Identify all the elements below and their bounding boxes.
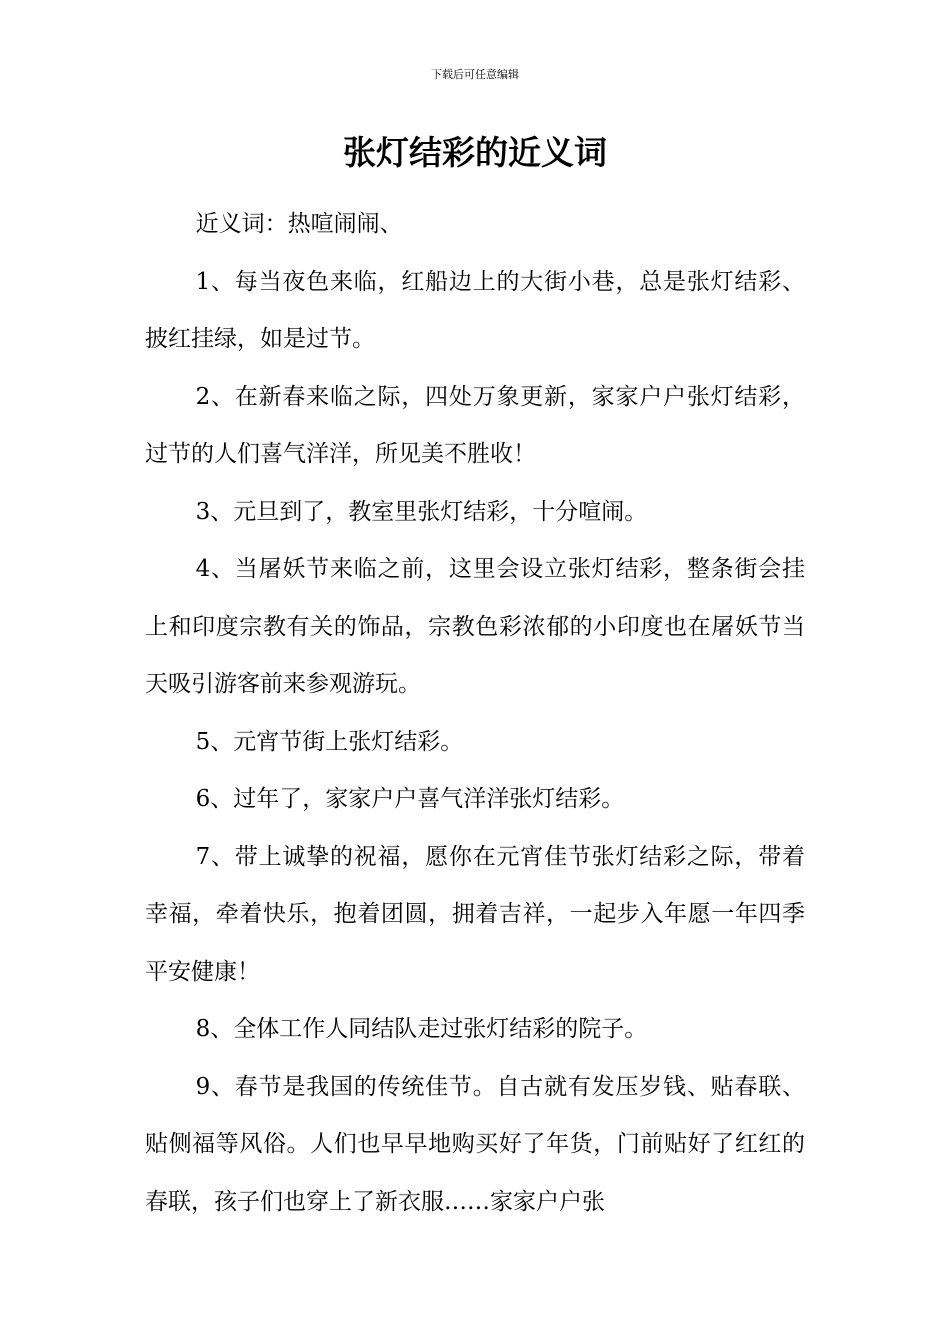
paragraph-example-5: 5、元宵节街上张灯结彩。 xyxy=(195,728,464,755)
paragraph-example-4: 4、当屠妖节来临之前，这里会设立张灯结彩，整条街会挂上和印度宗教有关的饰品，宗教色彩浓郁的小印度也在屠妖节当天吸引游客前来参观游玩。 xyxy=(145,556,805,697)
document-title: 张灯结彩的近义词 xyxy=(343,133,607,172)
document-body xyxy=(145,196,805,1231)
paragraph-example-2: 2、在新春来临之际，四处万象更新，家家户户张灯结彩，过节的人们喜气洋洋，所见美不胜收！ xyxy=(145,383,805,467)
paragraph-example-9: 9、春节是我国的传统佳节。自古就有发压岁钱、贴春联、贴侧福等风俗。人们也早早地购买好了年货，门前贴好了红红的春联，孩子们也穿上了新衣服……家家户户张 xyxy=(145,1073,805,1215)
paragraph-example-6: 6、过年了，家家户户喜气洋洋张灯结彩。 xyxy=(195,786,625,812)
paragraph-example-3: 3、元旦到了，教室里张灯结彩，十分喧闹。 xyxy=(195,498,648,525)
paragraph-example-8: 8、全体工作人同结队走过张灯结彩的院子。 xyxy=(195,1016,648,1042)
paragraph-synonyms: 近义词：热喧闹闹、 xyxy=(195,211,403,237)
paragraph-example-7: 7、带上诚挚的祝福，愿你在元宵佳节张灯结彩之际，带着幸福，牵着快乐，抱着团圆，拥着吉祥，一起步入年愿一年四季平安健康！ xyxy=(145,843,805,985)
header-note: 下载后可任意编辑 xyxy=(431,68,519,81)
paragraph-example-1: 1、每当夜色来临，红船边上的大街小巷，总是张灯结彩、披红挂绿，如是过节。 xyxy=(145,268,805,352)
